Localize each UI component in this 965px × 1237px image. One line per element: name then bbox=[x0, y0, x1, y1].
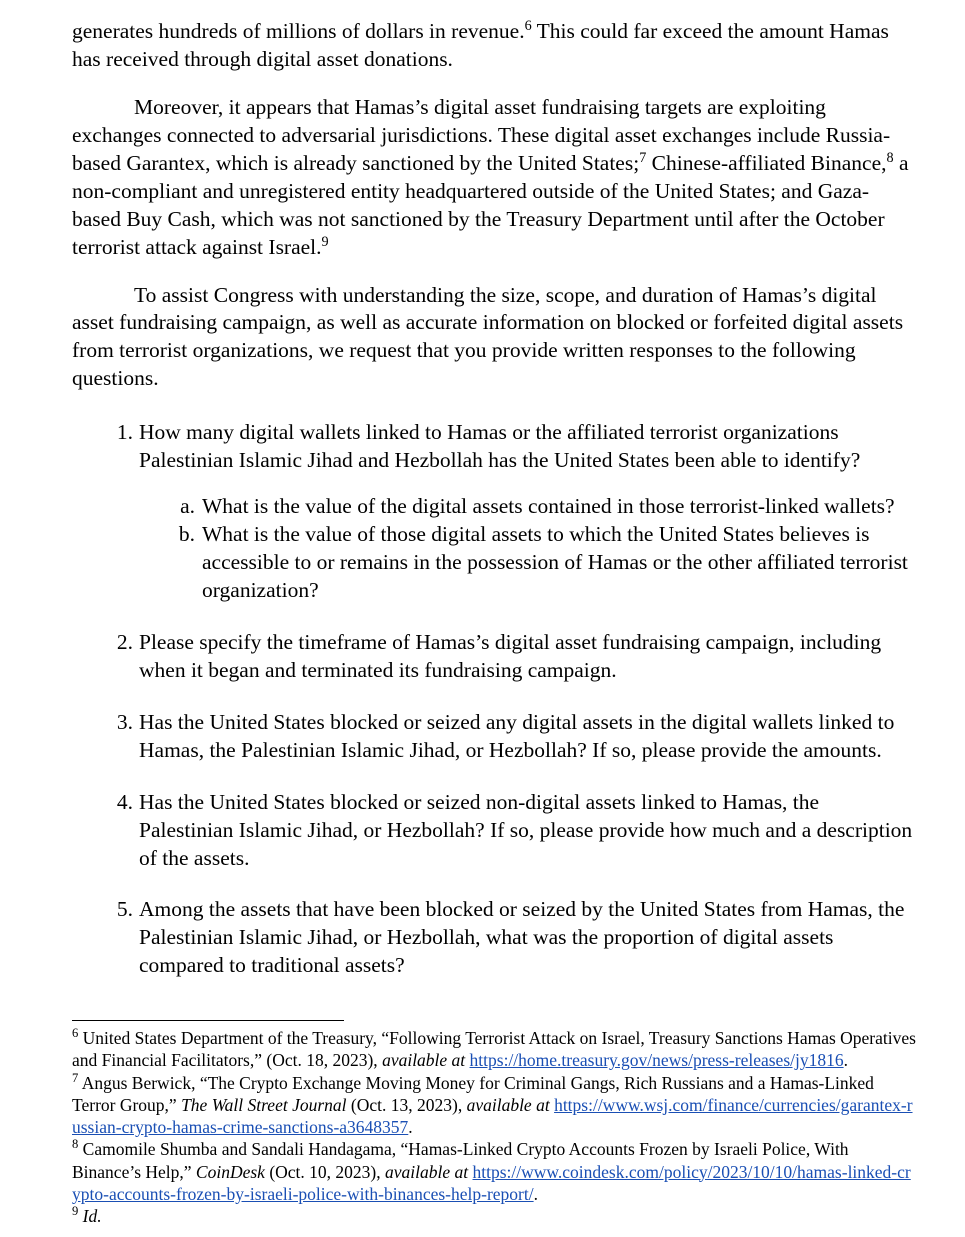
text-run: This could far exceed the amount Hamas has received through digital asset donations. bbox=[72, 19, 889, 71]
question-item bbox=[72, 629, 917, 685]
footnote bbox=[72, 1072, 917, 1139]
footnote-number: 8 bbox=[72, 1137, 79, 1152]
sub-question-text: What is the value of those digital assets to which the United States believes is accessible to or remains in the possession of Hamas or the other affiliated terrorist organization? bbox=[202, 522, 908, 602]
text-run: a non-compliant and unregistered entity headquartered outside of the United States; and Gaza-based Buy Cash, which was not sanctioned by the Treasury Department until after the October terrorist attack against Israel. bbox=[72, 150, 909, 259]
text-run: . bbox=[408, 1117, 413, 1138]
question-number: 2. bbox=[116, 629, 133, 654]
sub-question-item bbox=[139, 521, 917, 605]
question-text: Has the United States blocked or seized any digital assets in the digital wallets linked to Hamas, the Palestinian Islamic Jihad, or Hezbollah? If so, please provide the amounts. bbox=[139, 709, 895, 762]
sub-question-letter: b. bbox=[178, 522, 195, 547]
footnote bbox=[72, 1027, 917, 1071]
footnote bbox=[72, 1138, 917, 1205]
text-run: Camomile Shumba and Sandali Handagama, “Hamas-Linked Crypto Accounts Frozen by Israeli Police, With Binance’s Help,” bbox=[72, 1139, 849, 1182]
question-number: 5. bbox=[116, 897, 133, 922]
question-number: 4. bbox=[116, 789, 133, 814]
sub-question-item bbox=[139, 493, 917, 521]
footnote-url-link[interactable]: https://www.wsj.com/finance/currencies/garantex-russian-crypto-hamas-crime-sanctions-a3648357 bbox=[72, 1094, 913, 1138]
document-body bbox=[72, 18, 917, 980]
text-run: (Oct. 13, 2023), bbox=[346, 1094, 467, 1115]
sub-question-list bbox=[139, 493, 917, 605]
text-run: . bbox=[533, 1183, 538, 1204]
italic-text: The Wall Street Journal bbox=[181, 1094, 347, 1115]
footnote-area bbox=[72, 1020, 917, 1227]
text-run: . bbox=[843, 1050, 848, 1071]
footnote-reference: 6 bbox=[524, 17, 532, 34]
text-run: (Oct. 10, 2023), bbox=[264, 1161, 386, 1182]
footnote-reference: 8 bbox=[886, 149, 894, 166]
sub-question-text: What is the value of the digital assets contained in those terrorist-linked wallets? bbox=[202, 494, 895, 519]
body-paragraph bbox=[72, 282, 917, 394]
footnote-number: 7 bbox=[72, 1070, 79, 1085]
footnote-url-link[interactable]: https://home.treasury.gov/news/press-releases/jy1816 bbox=[469, 1050, 844, 1071]
text-run: Moreover, it appears that Hamas’s digital asset fundraising targets are exploiting exchanges connected to adversarial jurisdictions. These digital asset exchanges include Russia-based Garantex, which is already sanctioned by the United States; bbox=[72, 94, 891, 175]
text-run: To assist Congress with understanding the size, scope, and duration of Hamas’s digital asset fundraising campaign, as well as accurate information on blocked or forfeited digital assets from terrorist organizations, we request that you provide written responses to the following questions. bbox=[72, 282, 904, 391]
question-item bbox=[72, 896, 917, 980]
text-run: generates hundreds of millions of dollars in revenue. bbox=[72, 19, 525, 43]
italic-text: Id. bbox=[82, 1206, 102, 1226]
question-text: How many digital wallets linked to Hamas or the affiliated terrorist organizations Palestinian Islamic Jihad and Hezbollah has the United States been able to identify? bbox=[139, 420, 861, 473]
text-run: Angus Berwick, “The Crypto Exchange Moving Money for Criminal Gangs, Rich Russians and a Hamas-Linked Terror Group,” bbox=[72, 1072, 874, 1115]
text-run: United States Department of the Treasury, “Following Terrorist Attack on Israel, Treasury Sanctions Hamas Operatives and Financial Facilitators,” (Oct. 18, 2023), bbox=[72, 1028, 916, 1071]
body-paragraph bbox=[72, 94, 917, 262]
question-text: Among the assets that have been blocked or seized by the United States from Hamas, the Palestinian Islamic Jihad, or Hezbollah, what was the proportion of digital assets compared to traditional assets? bbox=[139, 897, 905, 978]
question-number: 1. bbox=[116, 420, 133, 445]
sub-question-letter: a. bbox=[180, 494, 195, 519]
questions-list bbox=[72, 419, 917, 980]
footnote-number: 6 bbox=[72, 1026, 79, 1041]
footnote-url-link[interactable]: https://www.coindesk.com/policy/2023/10/10/hamas-linked-crypto-accounts-frozen-by-israeli-police-with-binances-help-report/ bbox=[72, 1161, 911, 1204]
question-item bbox=[72, 419, 917, 605]
footnote-separator-rule bbox=[72, 1020, 344, 1021]
footnote-reference: 7 bbox=[639, 149, 647, 166]
body-paragraph bbox=[72, 18, 917, 74]
question-text: Has the United States blocked or seized non-digital assets linked to Hamas, the Palestinian Islamic Jihad, or Hezbollah? If so, please provide how much and a description of the assets. bbox=[139, 789, 913, 870]
question-item bbox=[72, 789, 917, 873]
footnote-number: 9 bbox=[72, 1204, 79, 1219]
footnote bbox=[72, 1205, 917, 1227]
text-run: Chinese-affiliated Binance, bbox=[646, 150, 887, 175]
question-item bbox=[72, 709, 917, 765]
question-text: Please specify the timeframe of Hamas’s digital asset fundraising campaign, including when it began and terminated its fundraising campaign. bbox=[139, 629, 882, 682]
italic-text: available at bbox=[466, 1094, 550, 1115]
question-number: 3. bbox=[116, 709, 133, 734]
italic-text: available at bbox=[385, 1161, 469, 1182]
footnote-reference: 9 bbox=[321, 233, 329, 250]
italic-text: CoinDesk bbox=[195, 1161, 265, 1182]
paragraph-block bbox=[72, 18, 917, 393]
footnotes-list bbox=[72, 1027, 917, 1227]
italic-text: available at bbox=[382, 1050, 466, 1071]
